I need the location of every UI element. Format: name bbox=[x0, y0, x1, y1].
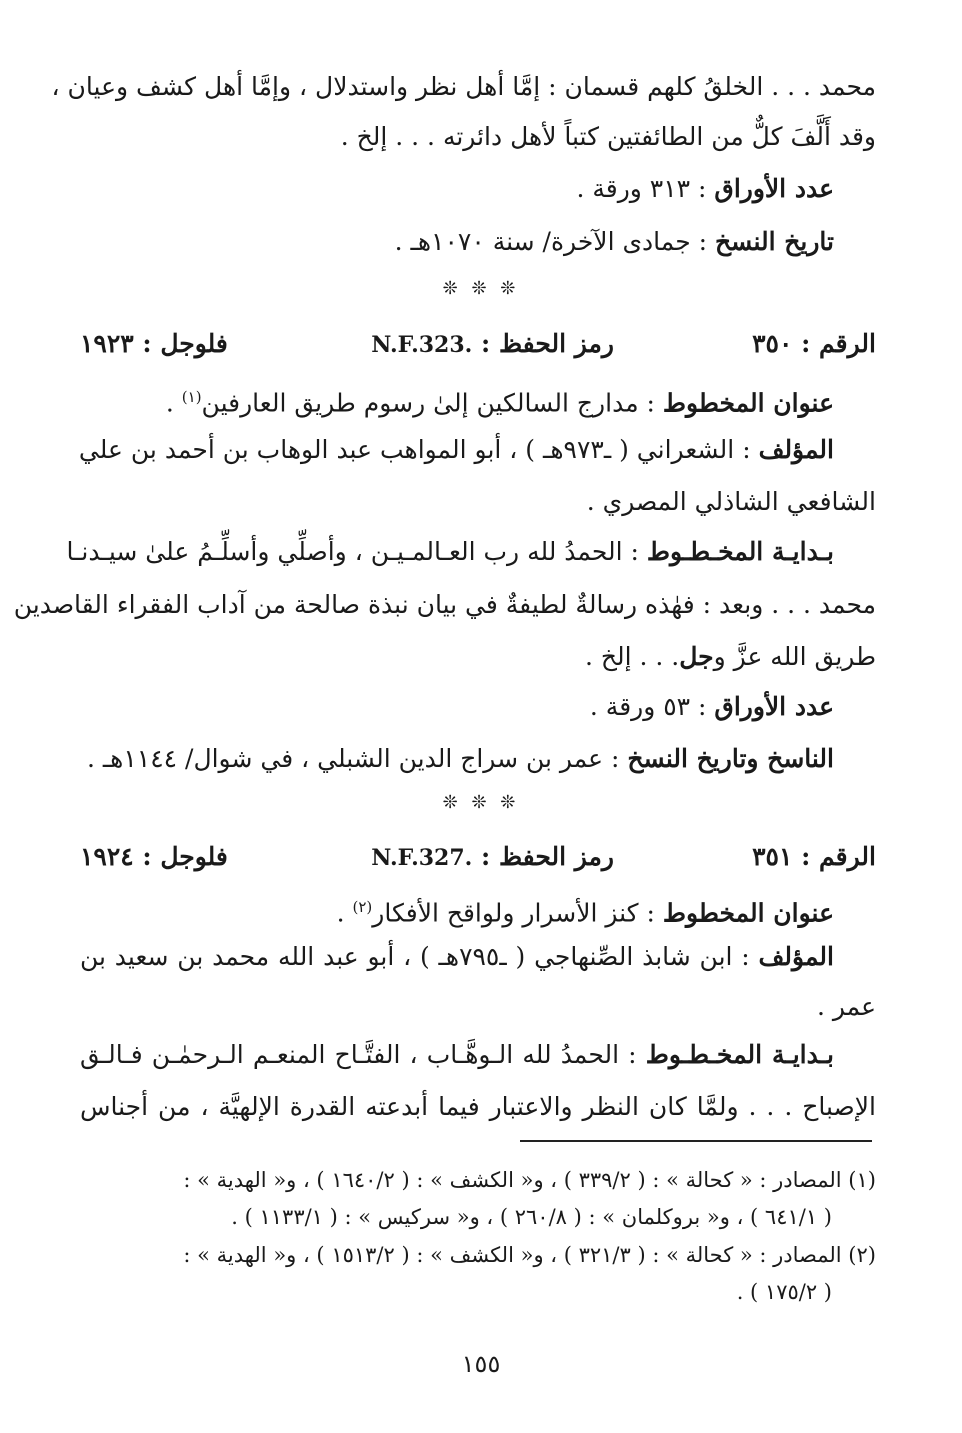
entry-number: الرقم : ٣٥٠ bbox=[752, 329, 876, 358]
fluegel-number: فلوجل : ١٩٢٤ bbox=[80, 842, 228, 871]
author-line bbox=[80, 433, 876, 467]
field-value: : جمادى الآخرة/ سنة ١٠٧٠هـ . bbox=[394, 227, 715, 256]
incipit-line: الإصباح . . . ولمَّا كان النظر والاعتبار فيما أبدعته القدرة الإلهيَّة ، من أجناس bbox=[80, 1092, 876, 1121]
field-value: : الحمدُ لله رب العـالمـيـن ، وأصلِّي وأسلِّـمُ علىٰ سيـدنـا bbox=[66, 537, 647, 566]
field-value: : الشعراني ( ـ٩٧٣هـ ) ، أبو المواهب عبد الوهاب بن أحمد بن علي bbox=[78, 435, 759, 464]
shelf-label: رمز الحفظ : bbox=[472, 842, 614, 871]
entry-number: الرقم : ٣٥١ bbox=[752, 842, 876, 871]
entry-header bbox=[80, 840, 876, 874]
incipit-line: محمد . . . وبعد : فهٰذه رسالةٌ لطيفةٌ في بيان نبذة صالحة من آداب الفقراء القاصدين bbox=[13, 590, 876, 619]
incipit-text: . . . إلخ . bbox=[584, 642, 680, 671]
field-label: عدد الأوراق bbox=[714, 174, 834, 203]
footnote-ref: (١) bbox=[181, 388, 202, 406]
body-line: محمد . . . الخلقُ كلهم قسمان : إمَّا أهل نظر واستدلال ، وإمَّا أهل كشف وعيان ، bbox=[51, 72, 876, 101]
field-value: : مدارج السالكين إلىٰ رسوم طريق العارفين bbox=[201, 388, 663, 418]
fluegel-number: فلوجل : ١٩٢٣ bbox=[80, 329, 228, 358]
leaves-count bbox=[80, 690, 834, 724]
page-number: ١٥٥ bbox=[461, 1350, 501, 1378]
entry-header bbox=[80, 327, 876, 361]
incipit-line bbox=[66, 535, 876, 569]
body-line: وقد أَلَّفَ كلٌّ من الطائفتين كتباً لأهل دائرته . . . إلخ . bbox=[340, 122, 876, 151]
field-value: : كنز الأسرار ولواقح الأفكار bbox=[372, 898, 663, 928]
author-line: الشافعي الشاذلي المصري . bbox=[586, 487, 876, 516]
incipit-line bbox=[80, 640, 876, 674]
footnote-1: (١) المصادر : « كحالة » : ( ٣٣٩/٢ ) ، و« الكشف » : ( ١٦٤٠/٢ ) ، و« الهدية » : bbox=[183, 1168, 876, 1192]
field-label: المؤلف bbox=[758, 942, 834, 971]
field-label: عنوان المخطوط bbox=[662, 388, 834, 418]
shelf-code: N.F.327. bbox=[371, 845, 473, 871]
field-value: : عمر بن سراج الدين الشبلي ، في شوال/ ١١٤٤هـ . bbox=[86, 744, 628, 773]
manuscript-title bbox=[80, 890, 834, 930]
incipit-line bbox=[80, 1038, 876, 1072]
field-value: : ٣١٣ ورقة . bbox=[576, 174, 715, 203]
field-end: . bbox=[165, 388, 182, 418]
field-value: : ابن شابذ الصِّنهاجي ( ـ٧٩٥هـ ) ، أبو عبد الله محمد بن سعيد بن bbox=[80, 942, 759, 971]
incipit-text: طريق الله عزَّ و bbox=[713, 642, 876, 671]
copyist bbox=[80, 742, 834, 776]
shelf-code: N.F.323. bbox=[371, 332, 473, 358]
footnote-1-cont: ( ٦٤١/١ ) ، و« بروكلمان » : ( ٢٦٠/٨ ) ، و« سركيس » : ( ١١٣٣/١ ) . bbox=[231, 1205, 832, 1229]
author-line: عمر . bbox=[816, 992, 876, 1021]
field-label: بـدايـة المخـطـوط bbox=[646, 537, 834, 566]
shelf-mark bbox=[371, 327, 614, 362]
field-label: بـدايـة المخـطـوط bbox=[645, 1040, 835, 1069]
footnote-rule bbox=[520, 1140, 872, 1142]
footnote-2-cont: ( ١٧٥/٢ ) . bbox=[736, 1280, 832, 1304]
author-line bbox=[80, 940, 876, 974]
leaves-count bbox=[80, 172, 834, 206]
incipit-bold: جل bbox=[679, 642, 714, 671]
field-end: . bbox=[336, 898, 353, 928]
field-label: تاريخ النسخ bbox=[715, 227, 834, 256]
field-label: المؤلف bbox=[758, 435, 834, 464]
manuscript-title bbox=[80, 380, 834, 420]
shelf-label: رمز الحفظ : bbox=[472, 329, 614, 358]
field-label: الناسخ وتاريخ النسخ bbox=[627, 744, 834, 773]
section-separator: ❊ ❊ ❊ bbox=[442, 278, 520, 299]
copy-date bbox=[80, 225, 834, 259]
shelf-mark bbox=[371, 840, 614, 875]
field-label: عدد الأوراق bbox=[714, 692, 834, 721]
section-separator: ❊ ❊ ❊ bbox=[442, 792, 520, 813]
field-value: : الحمدُ لله الـوهَّـاب ، الفتَّـاح المنعـم الـرحمٰـن فـالـق bbox=[80, 1040, 646, 1069]
field-label: عنوان المخطوط bbox=[662, 898, 834, 928]
footnote-2: (٢) المصادر : « كحالة » : ( ٣٢١/٣ ) ، و« الكشف » : ( ١٥١٣/٢ ) ، و« الهدية » : bbox=[183, 1243, 876, 1267]
footnote-ref: (٢) bbox=[352, 898, 373, 916]
field-value: : ٥٣ ورقة . bbox=[589, 692, 715, 721]
